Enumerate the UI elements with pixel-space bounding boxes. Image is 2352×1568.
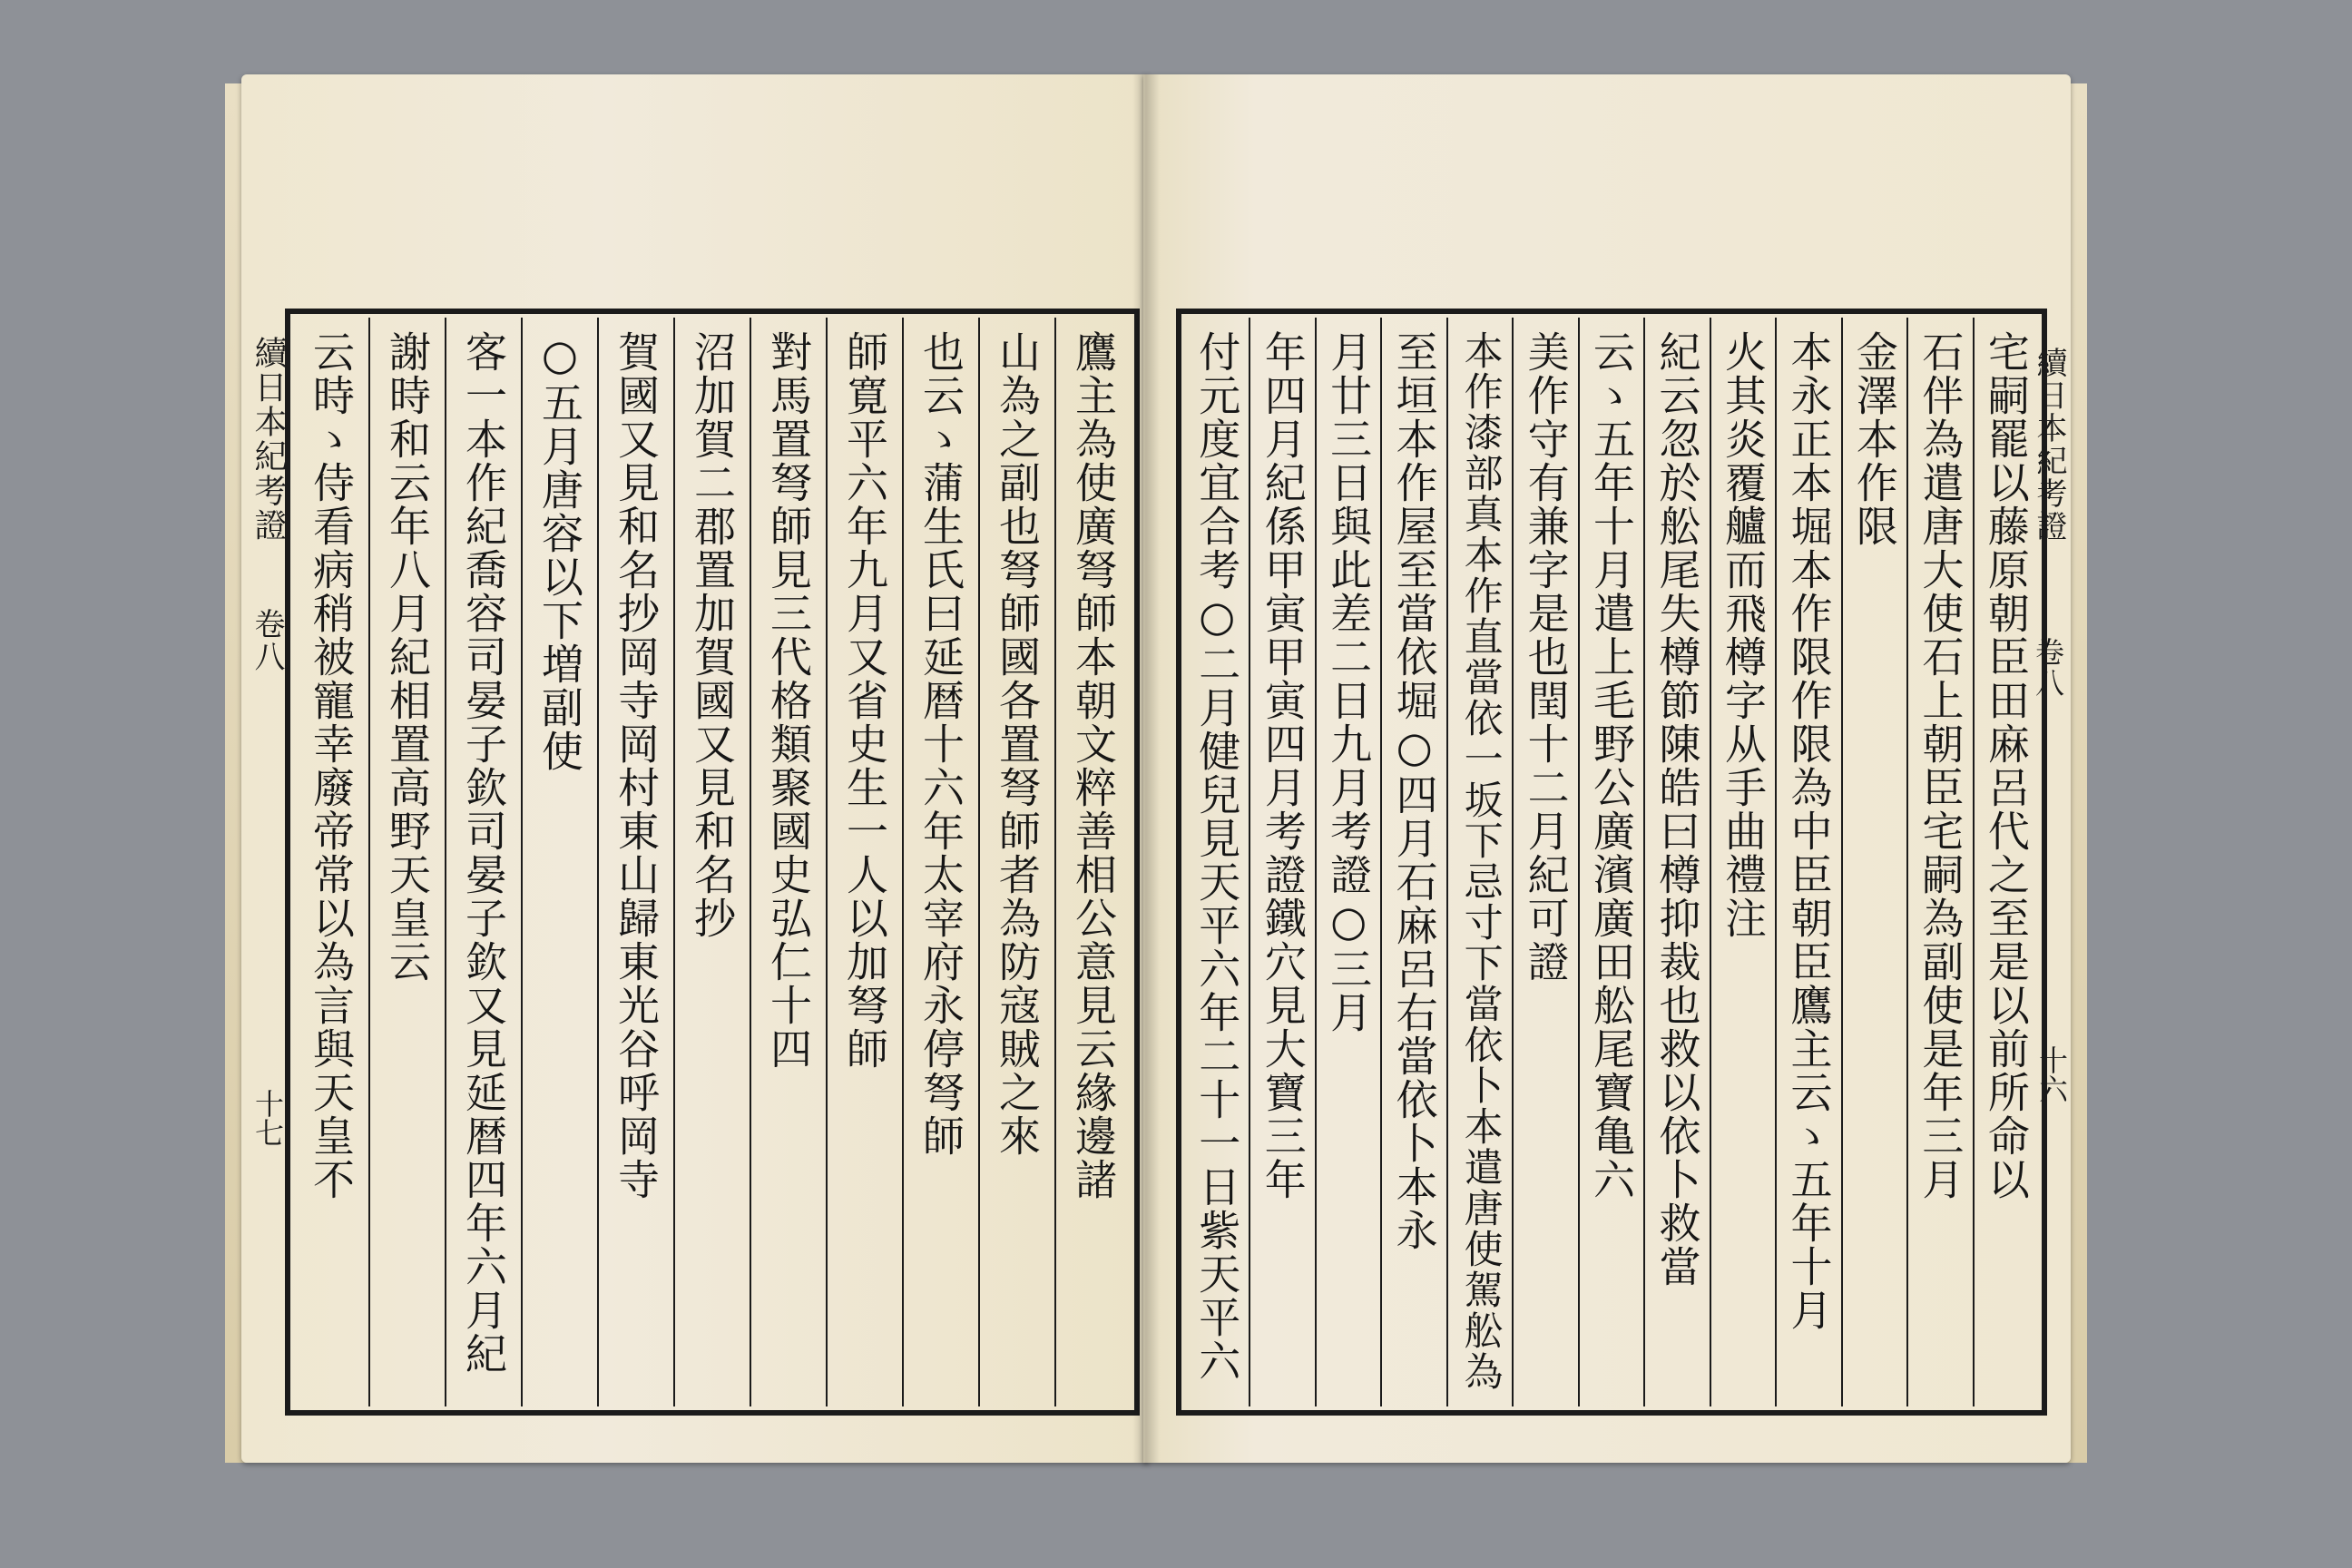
right-column-text: 至垣本作屋至當依堀○四月石麻呂右當依卜本永 bbox=[1389, 330, 1439, 1252]
right-column bbox=[1249, 318, 1314, 1406]
book-gutter bbox=[1132, 74, 1160, 1463]
left-page bbox=[241, 74, 1149, 1463]
left-column-text: 也云ゝ蒲生氏曰延暦十六年太宰府永停弩師 bbox=[916, 330, 965, 1158]
left-column bbox=[294, 318, 368, 1406]
left-column bbox=[978, 318, 1054, 1406]
left-text-frame bbox=[285, 309, 1140, 1416]
left-column bbox=[826, 318, 902, 1406]
right-column bbox=[1643, 318, 1709, 1406]
left-column-text: 山為之副也弩師國各置弩師者為防寇賊之來 bbox=[993, 330, 1042, 1158]
right-column-text: 年四月紀係甲寅甲寅四月考證鐵穴見大寶三年 bbox=[1258, 330, 1308, 1201]
left-volume-label: 卷八 bbox=[249, 608, 285, 673]
right-column-text: 石伴為遣唐大使石上朝臣宅嗣為副使是年三月 bbox=[1916, 330, 1965, 1201]
open-book bbox=[225, 74, 2087, 1472]
right-column-text: 付元度宜合考○二月健兒見天平六年二十一日紫天平六 bbox=[1192, 330, 1242, 1383]
left-column bbox=[597, 318, 673, 1406]
left-column-text: 鷹主為使廣弩師本朝文粹善相公意見云緣邊諸 bbox=[1069, 330, 1118, 1201]
left-column bbox=[902, 318, 978, 1406]
right-columns bbox=[1185, 318, 2038, 1406]
left-hanshin bbox=[241, 309, 285, 1416]
right-column-text: 本永正本堀本作限作限為中臣朝臣鷹主云ゝ五年十月 bbox=[1784, 330, 1834, 1332]
right-folio: 十六 bbox=[2034, 1045, 2069, 1103]
right-column-text: 金澤本作限 bbox=[1849, 330, 1899, 548]
left-spine-title: 續日本紀考證 bbox=[250, 336, 287, 543]
right-column-text: 云ゝ五年十月遣上毛野公廣濱廣田舩尾寶亀六 bbox=[1587, 330, 1637, 1201]
right-column bbox=[1185, 318, 1249, 1406]
right-spine-title: 續日本紀考證 bbox=[2031, 347, 2067, 543]
right-column bbox=[1710, 318, 1775, 1406]
left-column-text: 師寛平六年九月又省史生一人以加弩師 bbox=[840, 330, 889, 1071]
left-column-text: 謝時和云年八月紀相置高野天皇云 bbox=[383, 330, 432, 984]
left-column bbox=[521, 318, 597, 1406]
right-column-text: 紀云忽於舩尾失樽節陳皓曰樽抑裁也救以依卜救當 bbox=[1652, 330, 1702, 1289]
right-column bbox=[1380, 318, 1446, 1406]
right-column-text: 宅嗣罷以藤原朝臣田麻呂代之至是以前所命以 bbox=[1981, 330, 2031, 1201]
right-column bbox=[1446, 318, 1512, 1406]
left-column bbox=[445, 318, 521, 1406]
left-columns bbox=[294, 318, 1131, 1406]
right-column bbox=[1512, 318, 1577, 1406]
right-column bbox=[1906, 318, 1972, 1406]
left-column-text: 云時ゝ侍看病稍被寵幸廢帝常以為言與天皇不 bbox=[307, 330, 356, 1201]
right-column-text: 火其炎覆艫而飛樽字从手曲禮注 bbox=[1718, 330, 1768, 940]
left-column-text: 賀國又見和名抄岡寺岡村東山歸東光谷呼岡寺 bbox=[612, 330, 661, 1201]
right-column bbox=[1315, 318, 1380, 1406]
left-column bbox=[368, 318, 445, 1406]
left-folio: 十七 bbox=[250, 1089, 285, 1147]
right-column-text: 本作漆部真本作直當依一坂下忌寸下當依卜本遣唐使駕舩為 bbox=[1457, 330, 1504, 1392]
left-column-text: 對馬置弩師見三代格類聚國史弘仁十四 bbox=[764, 330, 813, 1071]
right-text-frame bbox=[1176, 309, 2047, 1416]
right-column bbox=[1775, 318, 1840, 1406]
right-column bbox=[1578, 318, 1643, 1406]
left-column-text: 沼加賀二郡置加賀國又見和名抄 bbox=[688, 330, 737, 940]
right-volume-label: 卷八 bbox=[2031, 637, 2065, 699]
right-column-text: 月廿三日與此差二日九月考證○三月 bbox=[1324, 330, 1374, 1034]
left-column-text: ○五月唐容以下増副使 bbox=[535, 330, 584, 773]
right-column-text: 美作守有兼字是也閏十二月紀可證 bbox=[1521, 330, 1571, 984]
left-column-text: 客一本作紀喬容司晏子欽司晏子欽又見延暦四年六月紀 bbox=[459, 330, 508, 1376]
left-column bbox=[673, 318, 750, 1406]
right-column bbox=[1841, 318, 1906, 1406]
left-column bbox=[1054, 318, 1131, 1406]
left-column bbox=[750, 318, 826, 1406]
right-page bbox=[1143, 74, 2071, 1463]
